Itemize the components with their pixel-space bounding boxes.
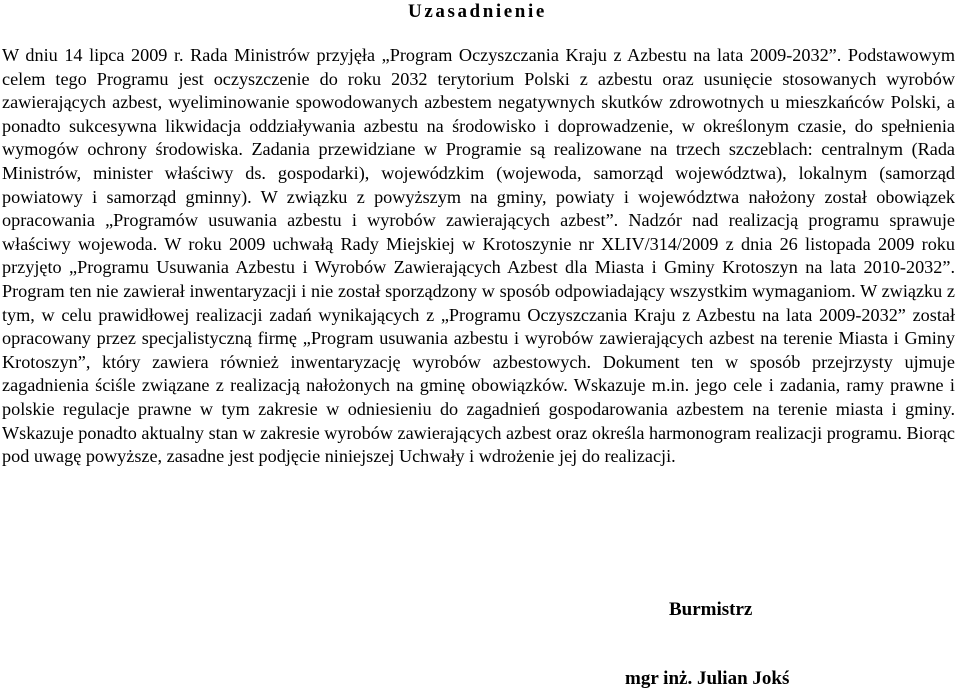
document-heading: Uzasadnienie <box>408 1 547 22</box>
justification-paragraph: W dniu 14 lipca 2009 r. Rada Ministrów przyjęła „Program Oczyszczania Kraju z Azbestu na lata 2009-2032”. Podstawowym celem tego Programu jest oczyszczenie do roku 2032 terytorium Polski z azbestu oraz usunięcie stosowanych wyrobów zawierających azbest, wyeliminowanie spowodowanych azbestem negatywnych skutków zdrowotnych u mieszkańców Polski, a ponadto sukcesywna likwidacja oddziaływania azbestu na środowisko i doprowadzenie, w określonym czasie, do spełnienia wymogów ochrony środowiska. Zadania przewidziane w Programie są realizowane na trzech szczeblach: centralnym (Rada Ministrów, minister właściwy ds. gospodarki), wojewódzkim (wojewoda, samorząd województwa), lokalnym (samorząd powiatowy i samorząd gminny). W związku z powyższym na gminy, powiaty i województwa nałożony został obowiązek opracowania „Programów usuwania azbestu i wyrobów zawierających azbest”. Nadzór nad realizacją programu sprawuje właściwy wojewoda. W roku 2009 uchwałą Rady Miejskiej w Krotoszynie nr XLIV/314/2009 z dnia 26 listopada 2009 roku przyjęto „Programu Usuwania Azbestu i Wyrobów Zawierających Azbest dla Miasta i Gminy Krotoszyn na lata 2010-2032”. Program ten nie zawierał inwentaryzacji i nie został sporządzony w sposób odpowiadający wszystkim wymaganiom. W związku z tym, w celu prawidłowej realizacji zadań wynikających z „Programu Oczyszczania Kraju z Azbestu na lata 2009-2032” został opracowany przez specjalistyczną firmę „Program usuwania azbestu i wyrobów zawierających azbest na terenie Miasta i Gminy Krotoszyn”, który zawiera również inwentaryzację wyrobów azbestowych. Dokument ten w sposób przejrzysty ujmuje zagadnienia ściśle związane z realizacją nałożonych na gminę obowiązków. Wskazuje m.in. jego cele i zadania, ramy prawne i polskie regulacje prawne w tym zakresie w odniesieniu do zagadnień gospodarowania azbestem na terenie miasta i gminy. Wskazuje ponadto aktualny stan w zakresie wyrobów zawierających azbest oraz określa harmonogram realizacji programu. Biorąc pod uwagę powyższe, zasadne jest podjęcie niniejszej Uchwały i wdrożenie jej do realizacji. <box>2 45 955 467</box>
signature-title: Burmistrz <box>669 599 753 620</box>
signature-name: mgr inż. Julian Jokś <box>625 668 790 689</box>
